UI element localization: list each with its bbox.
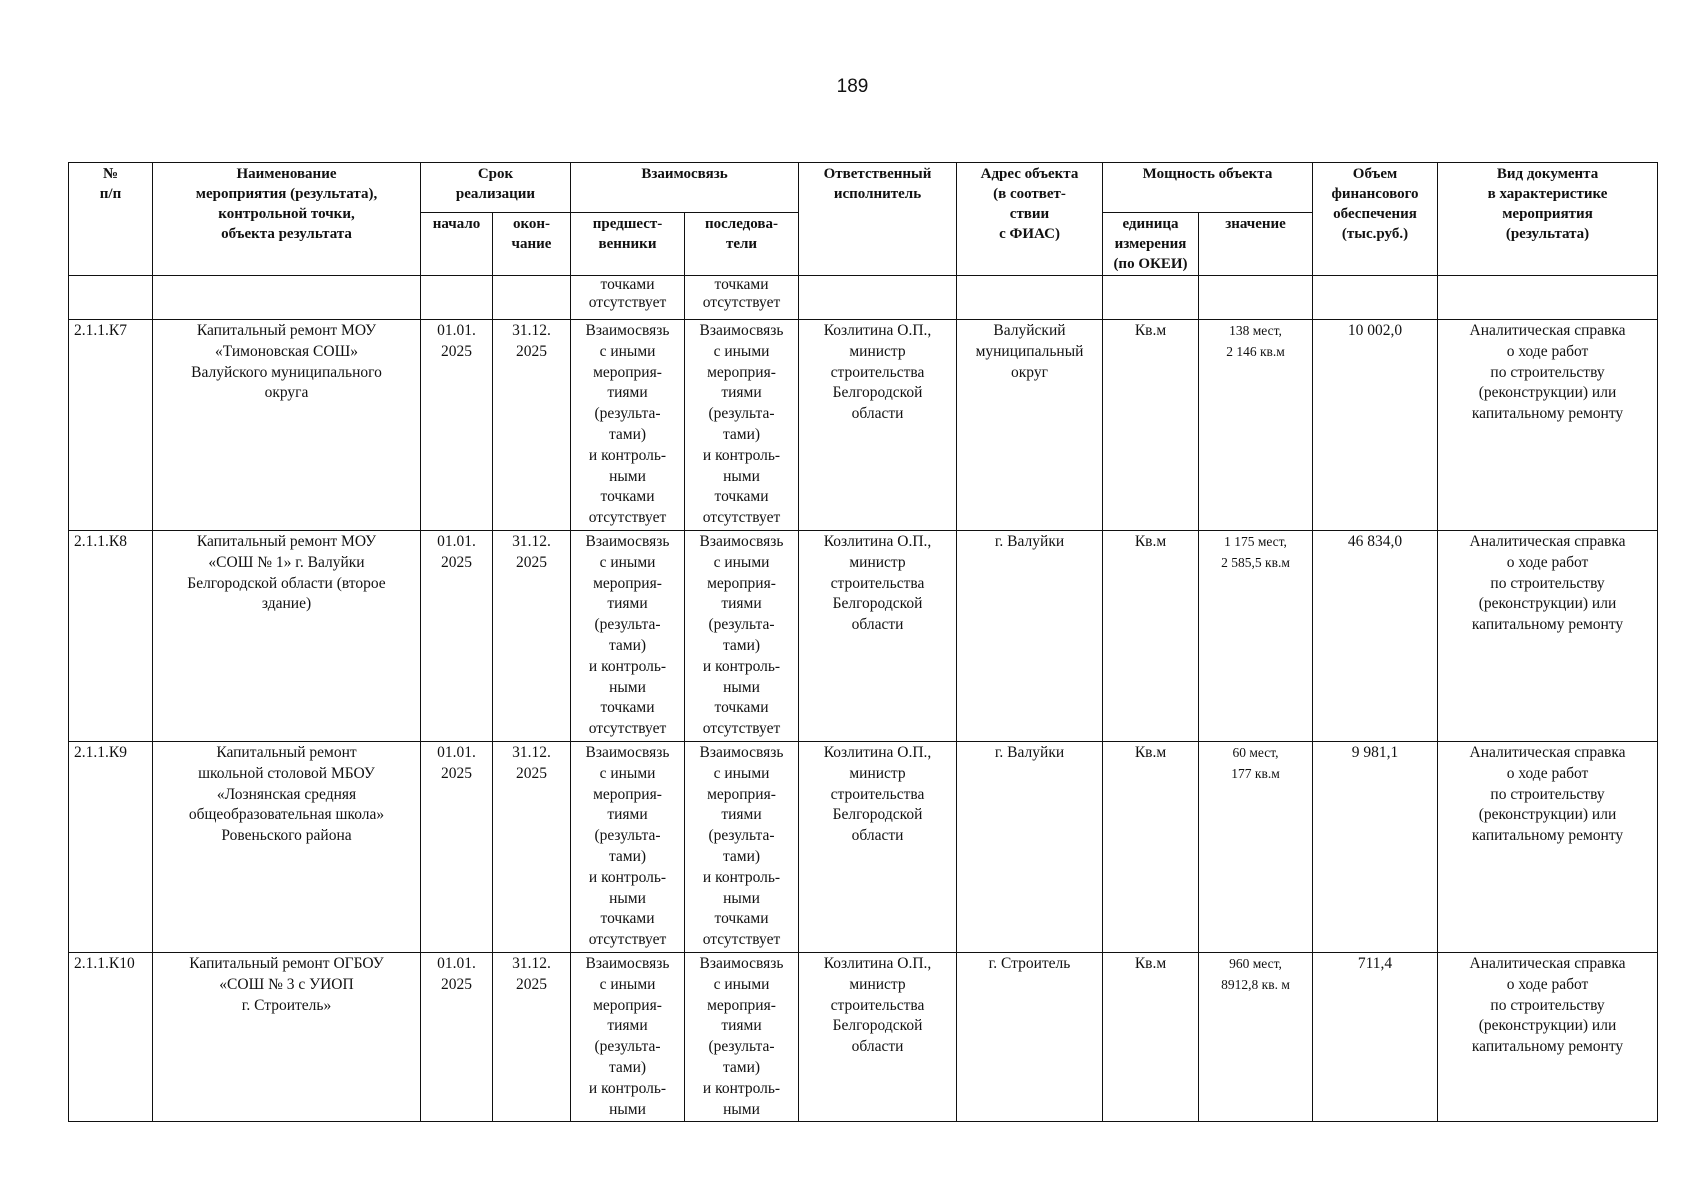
cell-unit: Кв.м — [1103, 531, 1199, 742]
cell-document: Аналитическая справка о ходе работ по строительству (реконструкции) или капитальному ремонту — [1438, 953, 1658, 1122]
continuation-next: точками отсутствует — [685, 276, 799, 320]
cell-end: 31.12. 2025 — [493, 742, 571, 953]
table-row — [69, 320, 1658, 531]
cell-unit: Кв.м — [1103, 320, 1199, 531]
header-responsible: Ответственный исполнитель — [799, 163, 957, 276]
cell-next: Взаимосвязь с иными мероприя- тиями (результа- тами) и контроль- ными точками отсутствует — [685, 320, 799, 531]
header-term: Срок реализации — [421, 163, 571, 213]
cell-name: Капитальный ремонт школьной столовой МБОУ «Лознянская средняя общеобразовательная школа» Ровеньского района — [153, 742, 421, 953]
header-link-next: последова- тели — [685, 213, 799, 276]
cell-next: Взаимосвязь с иными мероприя- тиями (результа- тами) и контроль- ными точками отсутствует — [685, 742, 799, 953]
cell-address: г. Валуйки — [957, 742, 1103, 953]
continuation-row — [69, 276, 1658, 320]
cell-name: Капитальный ремонт ОГБОУ «СОШ № 3 с УИОП г. Строитель» — [153, 953, 421, 1122]
header-term-end: окон- чание — [493, 213, 571, 276]
cell-value: 138 мест, 2 146 кв.м — [1199, 320, 1313, 531]
cell-start: 01.01. 2025 — [421, 320, 493, 531]
cell-start: 01.01. 2025 — [421, 531, 493, 742]
cell-prev: Взаимосвязь с иными мероприя- тиями (результа- тами) и контроль- ными точками отсутствует — [571, 531, 685, 742]
cell-start: 01.01. 2025 — [421, 953, 493, 1122]
cell-prev: Взаимосвязь с иными мероприя- тиями (результа- тами) и контроль- ными — [571, 953, 685, 1122]
cell-document: Аналитическая справка о ходе работ по строительству (реконструкции) или капитальному ремонту — [1438, 742, 1658, 953]
cell-responsible: Козлитина О.П., министр строительства Белгородской области — [799, 953, 957, 1122]
header-name: Наименование мероприятия (результата), контрольной точки, объекта результата — [153, 163, 421, 276]
cell-document: Аналитическая справка о ходе работ по строительству (реконструкции) или капитальному ремонту — [1438, 531, 1658, 742]
table-row — [69, 953, 1658, 1122]
cell-start: 01.01. 2025 — [421, 742, 493, 953]
cell-document: Аналитическая справка о ходе работ по строительству (реконструкции) или капитальному ремонту — [1438, 320, 1658, 531]
header-address: Адрес объекта (в соответ- ствии с ФИАС) — [957, 163, 1103, 276]
cell-unit: Кв.м — [1103, 742, 1199, 953]
cell-responsible: Козлитина О.П., министр строительства Белгородской области — [799, 320, 957, 531]
cell-name: Капитальный ремонт МОУ «СОШ № 1» г. Валуйки Белгородской области (второе здание) — [153, 531, 421, 742]
cell-value: 1 175 мест, 2 585,5 кв.м — [1199, 531, 1313, 742]
page-number: 189 — [836, 76, 869, 97]
header-link: Взаимосвязь — [571, 163, 799, 213]
header-term-start: начало — [421, 213, 493, 276]
cell-address: Валуйский муниципальный округ — [957, 320, 1103, 531]
header-link-prev: предшест- венники — [571, 213, 685, 276]
cell-volume: 9 981,1 — [1313, 742, 1438, 953]
cell-responsible: Козлитина О.П., министр строительства Белгородской области — [799, 531, 957, 742]
header-power-unit: единица измерения (по ОКЕИ) — [1103, 213, 1199, 276]
continuation-prev: точками отсутствует — [571, 276, 685, 320]
cell-volume: 10 002,0 — [1313, 320, 1438, 531]
cell-code: 2.1.1.К10 — [69, 953, 153, 1122]
cell-code: 2.1.1.К9 — [69, 742, 153, 953]
cell-end: 31.12. 2025 — [493, 953, 571, 1122]
cell-volume: 711,4 — [1313, 953, 1438, 1122]
cell-address: г. Строитель — [957, 953, 1103, 1122]
cell-next: Взаимосвязь с иными мероприя- тиями (результа- тами) и контроль- ными точками отсутствует — [685, 531, 799, 742]
cell-end: 31.12. 2025 — [493, 320, 571, 531]
table-row — [69, 742, 1658, 953]
measures-table — [68, 162, 1658, 1122]
cell-prev: Взаимосвязь с иными мероприя- тиями (результа- тами) и контроль- ными точками отсутствует — [571, 742, 685, 953]
header-power: Мощность объекта — [1103, 163, 1313, 213]
cell-code: 2.1.1.К7 — [69, 320, 153, 531]
cell-unit: Кв.м — [1103, 953, 1199, 1122]
cell-responsible: Козлитина О.П., министр строительства Белгородской области — [799, 742, 957, 953]
cell-end: 31.12. 2025 — [493, 531, 571, 742]
header-document: Вид документа в характеристике мероприятия (результата) — [1438, 163, 1658, 276]
cell-volume: 46 834,0 — [1313, 531, 1438, 742]
cell-value: 960 мест, 8912,8 кв. м — [1199, 953, 1313, 1122]
table-row — [69, 531, 1658, 742]
cell-next: Взаимосвязь с иными мероприя- тиями (результа- тами) и контроль- ными — [685, 953, 799, 1122]
header-number: № п/п — [69, 163, 153, 276]
header-volume: Объем финансового обеспечения (тыс.руб.) — [1313, 163, 1438, 276]
header-power-value: значение — [1199, 213, 1313, 276]
cell-value: 60 мест, 177 кв.м — [1199, 742, 1313, 953]
cell-code: 2.1.1.К8 — [69, 531, 153, 742]
cell-name: Капитальный ремонт МОУ «Тимоновская СОШ» Валуйского муниципального округа — [153, 320, 421, 531]
cell-prev: Взаимосвязь с иными мероприя- тиями (результа- тами) и контроль- ными точками отсутствует — [571, 320, 685, 531]
cell-address: г. Валуйки — [957, 531, 1103, 742]
